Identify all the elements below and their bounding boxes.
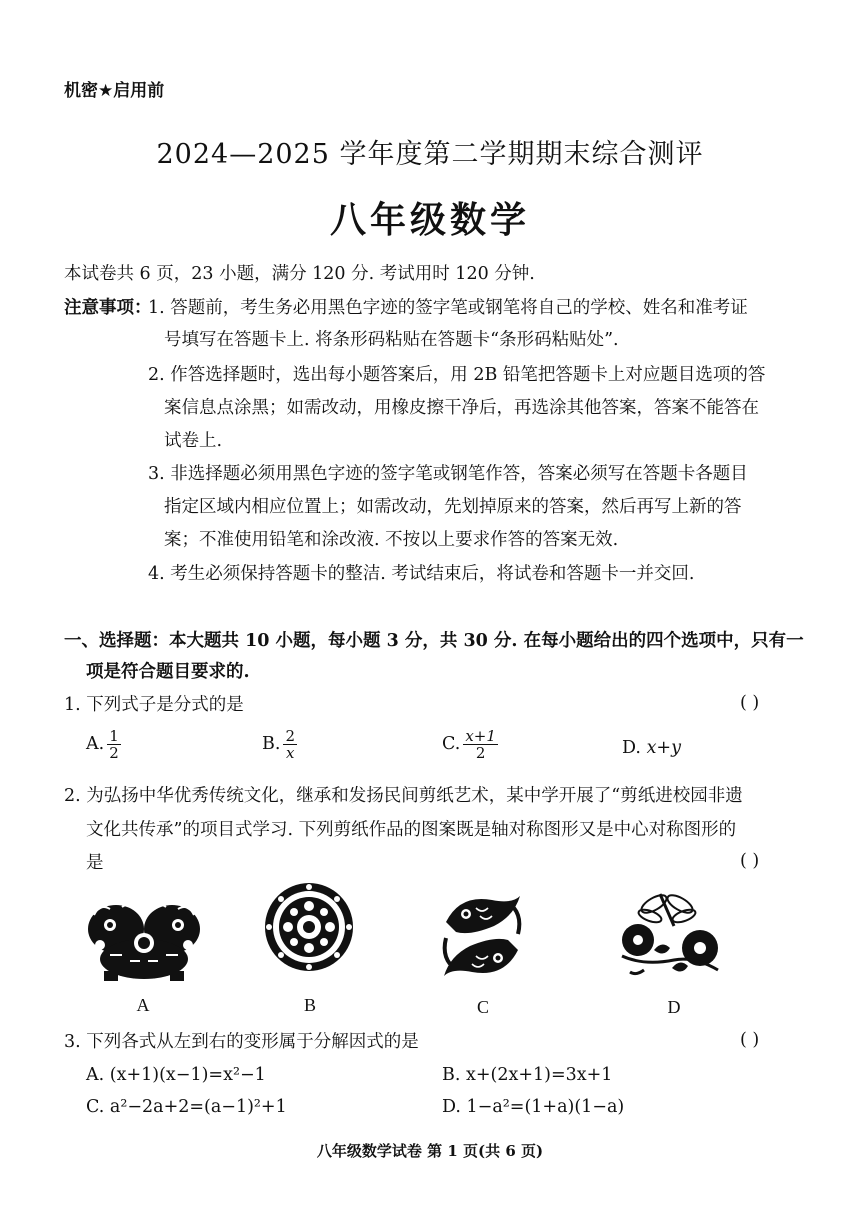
q3-option-b: B. x+(2x+1)=3x+1 — [442, 1065, 613, 1085]
q1-c-numerator: x+1 — [465, 727, 496, 745]
q2-line-1: 2. 为弘扬中华优秀传统文化，继承和发扬民间剪纸艺术，某中学开展了“剪纸进校园非遗 — [64, 786, 743, 806]
q1-option-c — [442, 728, 498, 761]
q1-option-a — [86, 728, 121, 761]
q1-b-denominator: x — [285, 744, 295, 762]
exam-title: 2024—2025 学年度第二学期期末综合测评 — [156, 139, 704, 170]
figure-label-a: A — [136, 995, 150, 1015]
papercut-dragonfly-image — [614, 886, 726, 982]
q1-option-d — [622, 738, 681, 758]
note-4-line-1: 4. 考生必须保持答题卡的整洁. 考试结束后，将试卷和答题卡一并交回. — [148, 564, 695, 584]
section-1-heading-cont: 项是符合题目要求的. — [86, 662, 250, 682]
papercut-lions-image — [80, 895, 208, 987]
papercut-fish-image — [440, 892, 524, 980]
subject-title: 八年级数学 — [329, 200, 530, 241]
note-1-line-1: 1. 答题前，考生务必用黑色字迹的签字笔或钢笔将自己的学校、姓名和准考证 — [148, 298, 748, 318]
note-2-line-3: 试卷上. — [164, 431, 223, 451]
section-1-heading: 一、选择题：本大题共 10 小题，每小题 3 分，共 30 分. 在每小题给出的四个选项中，只有一 — [64, 631, 804, 651]
exam-intro: 本试卷共 6 页，23 小题，满分 120 分. 考试用时 120 分钟. — [64, 264, 535, 284]
note-2-line-1: 2. 作答选择题时，选出每小题答案后，用 2B 铅笔把答题卡上对应题目选项的答 — [148, 365, 766, 385]
q1-option-d-label: D. — [622, 738, 641, 758]
q1-option-c-label: C. — [442, 734, 461, 754]
figure-label-c: C — [476, 997, 489, 1017]
q3-option-c: C. a²−2a+2=(a−1)²+1 — [86, 1097, 287, 1117]
q1-option-b-fraction — [283, 728, 297, 761]
q1-a-denominator: 2 — [109, 744, 119, 762]
notes-label: 注意事项： — [64, 298, 152, 318]
q1-c-denominator: 2 — [475, 744, 486, 762]
q1-stem: 1. 下列式子是分式的是 — [64, 695, 244, 715]
figure-label-d: D — [667, 997, 681, 1017]
page-footer: 八年级数学试卷 第 1 页(共 6 页) — [316, 1142, 544, 1160]
q2-line-3: 是 — [86, 853, 104, 873]
q1-b-numerator: 2 — [285, 727, 295, 745]
q1-option-b-label: B. — [262, 734, 281, 754]
q3-option-a: A. (x+1)(x−1)=x²−1 — [86, 1065, 266, 1085]
q1-a-numerator: 1 — [109, 727, 119, 745]
q3-stem: 3. 下列各式从左到右的变形属于分解因式的是 — [64, 1032, 419, 1052]
q1-option-a-label: A. — [86, 734, 105, 754]
q3-option-d: D. 1−a²=(1+a)(1−a) — [442, 1097, 625, 1117]
note-3-line-1: 3. 非选择题必须用黑色字迹的签字笔或钢笔作答，答案必须写在答题卡各题目 — [148, 464, 748, 484]
q3-answer-blank: ( ) — [740, 1030, 760, 1050]
q2-line-2: 文化共传承”的项目式学习. 下列剪纸作品的图案既是轴对称图形又是中心对称图形的 — [86, 820, 737, 840]
figure-label-b: B — [303, 995, 316, 1015]
secret-mark: 机密★启用前 — [64, 81, 165, 101]
q2-answer-blank: ( ) — [740, 851, 760, 871]
q1-option-a-fraction — [107, 728, 121, 761]
note-1-line-2: 号填写在答题卡上. 将条形码粘贴在答题卡“条形码粘贴处”. — [164, 330, 619, 350]
note-3-line-3: 案；不准使用铅笔和涂改液. 不按以上要求作答的答案无效. — [164, 530, 619, 550]
q1-option-d-expr: x+y — [646, 738, 681, 758]
q1-option-c-fraction — [463, 728, 498, 761]
q1-answer-blank: ( ) — [740, 693, 760, 713]
note-2-line-2: 案信息点涂黑；如需改动，用橡皮擦干净后，再选涂其他答案，答案不能答在 — [164, 398, 759, 418]
q1-option-b — [262, 728, 297, 761]
note-3-line-2: 指定区域内相应位置上；如需改动，先划掉原来的答案，然后再写上新的答 — [164, 497, 742, 517]
papercut-rosette-image — [262, 880, 356, 974]
